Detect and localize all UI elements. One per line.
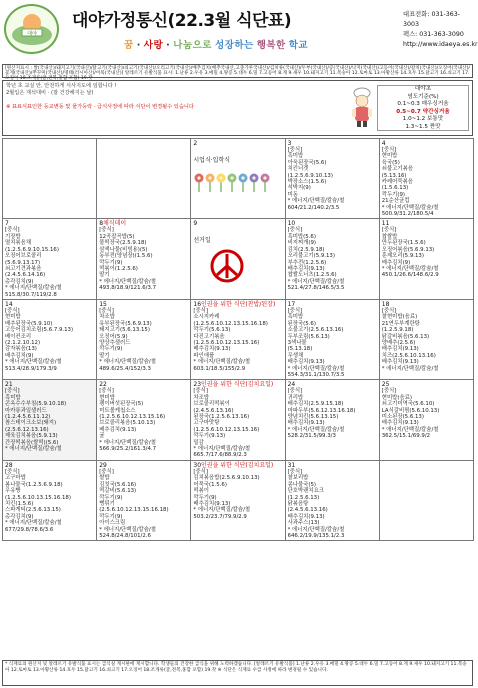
calendar-day-cell	[3, 299, 97, 379]
calendar-day-cell	[285, 219, 379, 299]
day-number: 21	[5, 381, 13, 389]
calendar-day-cell	[285, 380, 379, 460]
salinity-line: 염도기준(%)	[407, 93, 439, 100]
calendar-day-cell	[379, 139, 473, 219]
day-header	[288, 462, 377, 469]
daily-menu: [중식] 흑미밥 된장국(5.6) 소불고기(2.5.6.13.16) 두부조림(5.6.13) 3색나물 (5.13.18) 무생채 배추김치(9.13) * 에너지/단백질/칼슘/철 554.3/31.1/130.7/3.5	[287, 307, 345, 378]
school-logo-icon	[8, 9, 56, 49]
day-number: 16	[193, 300, 202, 308]
info-line: 학년 초 교실 안, 안전하게 식사지도에 임합니다 !	[6, 83, 117, 89]
calendar-week-row	[3, 219, 474, 299]
day-header	[99, 301, 188, 308]
day-number: 24	[287, 381, 296, 389]
day-header	[288, 140, 377, 147]
daily-menu: [중식] 흑미밥(5.6) 비지찌개(9) 김치(2.5.9.18) 오리불고기(5.9.13) 부추전(1.2.5.6) 배추김치(9.13) 찹쌀도너츠(1.2.5.6) * 에너지/단백질/칼슘/철 521.4/27.8/146.5/3.5	[287, 227, 345, 292]
chef-icon	[348, 87, 376, 127]
calendar-day-cell	[191, 139, 285, 219]
day-header	[5, 301, 94, 308]
slogan-word: ·	[166, 40, 171, 51]
menu-calendar	[2, 138, 474, 541]
special-event: 선거일	[193, 237, 211, 245]
daily-menu: [중식] 찰보리밥 콩나물국(5) 단호박랜치요크 (1.2.5.6.13) 닭볶음탕 (2.4.5.6.13.16) 배추김치(9.13) 사과주스(13) * 에너지/단백질/칼슘/철 646.2/19.9/135.1/2.3	[287, 468, 345, 539]
calendar-empty-cell	[97, 139, 191, 219]
daily-menu: [중식] 현미밥 배추된장국(5.9.10) 고등어김치조림(5.6.7.9.13) 베이컨조리 (2.1.2.10.12) 감자볶음(13) 배추김치(9) * 에너지/단백질/칼슘/철 513.4/28.9/179.3/9	[5, 307, 74, 372]
calendar-week-row	[3, 299, 474, 379]
calendar-day-cell	[191, 460, 285, 540]
calendar-day-cell	[97, 380, 191, 460]
day-label: 인권을 위한 식단(김치요일)	[201, 381, 274, 389]
slogan-word: 성장하는	[214, 40, 254, 51]
calendar-day-cell	[191, 380, 285, 460]
day-header	[193, 220, 282, 227]
day-number: 31	[287, 461, 296, 469]
day-number: 8	[99, 220, 104, 228]
calendar-day-cell	[3, 219, 97, 299]
day-header	[382, 301, 471, 308]
calendar-empty-cell	[3, 139, 97, 219]
daily-menu: [중식] 소시지카레 (1.2.5.6.10.12.13.15.16.18) 깍두기(5.6.13) 다진고기볶음 (1.2.5.6.10.12.13.15.16) 배추김치(9.13) 파인애플 * 에너지/단백질/칼슘/철 603.1/18.5/155/2.9	[193, 307, 268, 372]
day-number: 15	[99, 300, 107, 308]
slogan-word: 사랑	[143, 40, 164, 51]
calendar-day-cell	[379, 380, 473, 460]
daily-menu: [중식] 찹쌀밥 만두된장국(1.5.6) 오징어볶음(5.6.9.13) 훈제오리(5.9.13) 배추김치(9) * 에너지/단백질/칼슘/철 450.1/26.6/148.6/2.9	[381, 227, 439, 279]
calendar-day-cell	[97, 460, 191, 540]
day-header	[193, 140, 282, 147]
day-number: 7	[5, 220, 9, 228]
day-number: 3	[287, 140, 292, 147]
slogan-word: 나눔으로	[173, 40, 212, 51]
daily-menu: [중식] 현미밥(음료) 쇠고기미역국(5.6.10) LA식갈비찜(5.6.10.13) 미소된장(5.6.13) 배추김치(9.13) * 에너지/단백질/칼슘/철 362.5/15.1/69.9/2	[381, 388, 440, 440]
footer-notice: * 식재료의 원산지 및 알레르기 유발식품 표시는 급식실 게시판에 게시합니다. 학생들의 건강한 급식을 위해 노력하겠습니다. [알레르기 유발식품] 1.난류 2.우유 3.메밀 4.땅콩 5.대두 6.밀 7.고등어 8.게 9.새우 10.돼지고기 11.복숭아 12.토마토 13.아황산류 14.호두 15.닭고기 16.쇠고기 17.오징어 18.조개류(굴,전복,홍합 포함) 19.잣 ※ 식단은 식재료 수급 사정에 따라 변경될 수 있습니다.	[2, 660, 473, 686]
calendar-week-row	[3, 460, 474, 540]
daily-menu: [중식] 귀리밥 배추김치(2.5.9.15.18) 마파두부(5.6.12.13.16.18) 양념치킨(5.6.13.15) 배추김치(9.13) * 에너지/단백질/칼슘/철 528.2/31.5/99.3/3	[287, 388, 356, 440]
day-number: 25	[381, 381, 390, 389]
svg-text:대야: 대야	[26, 31, 37, 37]
day-number: 23	[193, 381, 202, 389]
page-title: 대야가정통신(22.3월 식단표)	[72, 11, 292, 31]
day-header	[193, 301, 282, 308]
day-header	[99, 462, 188, 469]
daily-menu: [중식] 차조밥 유부된장국(5.6.9.13) 돼지고기(5.6.13.15) 오징어(5.9) 양상추샐러드 깍두기(9) 딸기 * 에너지/단백질/칼슘/철 489.6/25.4/152/3.3	[99, 307, 156, 372]
calendar-day-cell	[191, 299, 285, 379]
daily-menu: [중식] 차조밥 브로콜리떡볶이 (2.4.5.6.13.16) 된장국(1.2.5.6.13.16) 고구마맛탕 (1.2.5.6.10.12.13.15.16) 깍두기(9.13) 밀감 * 에너지/단백질/칼슘/철 665.7/17.6/88.9/2.3	[193, 388, 260, 459]
daily-menu: [중식] 김치볶음밥(2.5.6.9.10.13) 어묵국(1.5.6) 떡볶이 깍두기(9) 배추김치(9.13) * 에너지/단백질/칼슘/철 503.2/23.7/79.9/2.9	[193, 468, 260, 520]
slogan-word: 꿈	[124, 40, 134, 51]
calendar-day-cell	[379, 299, 473, 379]
day-number: 30	[193, 461, 202, 469]
special-event: 시업식·입학식	[193, 157, 231, 164]
info-line: 2월입은 재석대비 · (잘 건강해지는 날)	[6, 90, 94, 96]
salinity-line: 대야초	[414, 86, 432, 92]
daily-menu: [중식] 찰현미밥(음료) 21연두부계란탕 (1.2.5.9.18) 닭갈비볶음(5.6.13) 양배추(2.5.6) 배추김치(9.13) 치즈(2.5.6.10.13.16) 배추김치(9.13) * 에너지/단백질/칼슘/철	[381, 307, 439, 372]
day-label: 인권을 위한 식단(찬밥/된장)	[201, 300, 276, 308]
origin-notice: [원산지표시 : 쌀(국내산)/돼지고기(국내산)/닭고기(국내산)/쇠고기(국내산)/오리고기(국내산)/배추김치(배추국내산,고춧가루국내산)/김치류(국내산)/두부(국내산)/콩(국내산)/낙지(국내산)/고등어(국내산)/갈치(국내산)/오징어(국내산)/꽃게(국내산)/쭈꾸미(국내산)/명태(러시아산)/어묵(국내산)] 알레르기 유발식품 표시: 1.난류 2.우유 3.메밀 4.땅콩 5.대두 6.밀 7.고등어 8.게 9.새우 10.돼지고기 11.복숭아 12.토마토 13.아황산류 14.호두 15.닭고기 16.쇠고기 17.오징어 18.조개류(굴,전복,홍합 포함) 19.잣	[2, 64, 473, 78]
calendar-day-cell	[3, 380, 97, 460]
salinity-line-highlight: 0.5~0.7 약간싱거움	[396, 108, 450, 115]
calendar-day-cell	[285, 460, 379, 540]
vote-stamp-icon	[209, 248, 245, 284]
slogan-word: ·	[136, 40, 141, 51]
daily-menu: [중식] 현미밥 육국(5) 쇠불고기볶음 (5.13.16) 카레어묵볶음 (1.5.6.13) 깍두기(9) 21순산균컵 * 에너지/단백질/칼슘/철 500.9/31.2/180.5/4	[381, 147, 439, 218]
day-number: 9	[193, 220, 198, 228]
daily-menu: [중식] 쌀밥 김칫국(5.6.16) 떡갈비(5.6.13) 깍두기(9) 뻥튀기 (2.5.6.10.12.13.15.16.18) 깍두기(9) 아이스크림 * 에너지/단백질/칼슘/철 524.8/24.8/101/2.6	[99, 468, 169, 539]
calendar-day-cell	[379, 219, 473, 299]
day-number: 4	[381, 140, 386, 147]
slogan-word: 행복한	[256, 40, 286, 51]
calendar-empty-cell	[379, 460, 473, 540]
change-warning: ※ 표료식표인한 등교변동 및 물가등락 · 급식사정에 따라 식단이 변경될수 있습니다	[6, 104, 194, 110]
info-text	[6, 83, 116, 97]
day-number: 17	[287, 300, 296, 308]
calendar-day-cell	[285, 299, 379, 379]
daily-menu: [중식] 흑미밥 아욱된장국(5.6) 치킨너겟 (1.2.5.6.9.10.13) 박장소스(1.5.6) 석박지(9) 미동 * 에너지/단백질/칼슘/철 604/21.2/140.2/3.5	[287, 147, 345, 211]
daily-menu: [중식] 현미밥 팽이버섯된장국(5) 미트볼케첩소스 (1.2.5.6.10.12.13.15.16) 브로콜리볶음(5.10.13) 배추김치(9.13) 귤 * 에너지/단백질/칼슘/철 566.9/25.2/161.3/4.7	[99, 388, 166, 453]
day-number: 10	[287, 220, 296, 228]
day-label: 채식데이	[103, 220, 127, 228]
daily-menu: [중식] 흑미밥 콘옥수수부침(5.9.10.18) 마카롱과일샐러드 (1.2.4.5.6.11.12) 참스테이크소보(돼지) (2.5.6.12.13.16) 제육김치볶음(5.9.13) 간장떡볶음(쌀떡)(5.6) * 에너지/단백질/칼슘/철	[5, 388, 67, 453]
calendar-day-cell	[285, 139, 379, 219]
fax-number: 팩스: 031-363-3090	[403, 31, 464, 38]
day-number: 11	[381, 220, 390, 228]
calendar-day-cell	[3, 460, 97, 540]
day-number: 2	[193, 140, 198, 147]
contact-info	[403, 10, 478, 50]
day-number: 28	[5, 461, 13, 469]
calendar-week-row	[3, 380, 474, 460]
phone-number: 대표전화: 031-363-3003	[403, 11, 461, 28]
day-header	[5, 462, 94, 469]
salinity-line: 0.1~0.3 매우싱거움	[397, 101, 449, 108]
calendar-day-cell	[97, 299, 191, 379]
day-header	[193, 462, 282, 469]
header	[2, 2, 478, 62]
calendar-day-cell	[191, 219, 285, 299]
salinity-line: 1.3~1.5 짠맛	[405, 123, 441, 130]
calendar-day-cell	[97, 219, 191, 299]
flowers-icon	[193, 170, 273, 192]
salinity-guide	[377, 85, 469, 131]
info-box	[2, 80, 473, 136]
school-website-link[interactable]: http://www.idaeya.es.kr	[403, 41, 478, 48]
school-logo	[4, 4, 59, 54]
school-slogan	[124, 37, 311, 51]
daily-menu: [중식] 고구마밥 봄나물국(1.2.5.6.9.18) 우유빵 (1.2.5.6.10.13.15.16.18) 치킨(1.5.6) 스파게티(2.5.6.13.15) 총각김치(9) * 에너지/단백질/칼슘/철 677/29.8/78.6/3.6	[5, 468, 71, 533]
salinity-line: 1.0~1.2 보통맛	[402, 116, 444, 123]
slogan-word: 학교	[288, 40, 309, 51]
day-number: 18	[381, 300, 390, 308]
day-header	[382, 140, 471, 147]
calendar-week-row	[3, 139, 474, 219]
day-number: 14	[5, 300, 13, 308]
day-number: 22	[99, 381, 107, 389]
day-number: 29	[99, 461, 107, 469]
day-header	[288, 301, 377, 308]
daily-menu: [중식] 기장밥 멸치볶음채 (1.2.5.6.9.10.15.16) 오징어브로콜리 (5.6.9.13.17) 쇠고기견과볶음 (2.4.5.6.14.16) 총각김치(9) * 에너지/단백질/칼슘/철 515.8/30.7/119/2.8	[5, 227, 62, 298]
daily-menu: [중식] 12곡잡곡밥(5) 물떡장국(2.5.9.18) 삼색나물(비빔용)(5) 동부전(양념장)(1.5.6) 깍두기(9) 떡볶이(1.2.5.6) 딸기 * 에너지/단백질/칼슘/철 493.8/18.9/121.6/3.7	[99, 227, 157, 292]
day-label: 인권을 위한 식단(김치요일)	[201, 461, 274, 469]
